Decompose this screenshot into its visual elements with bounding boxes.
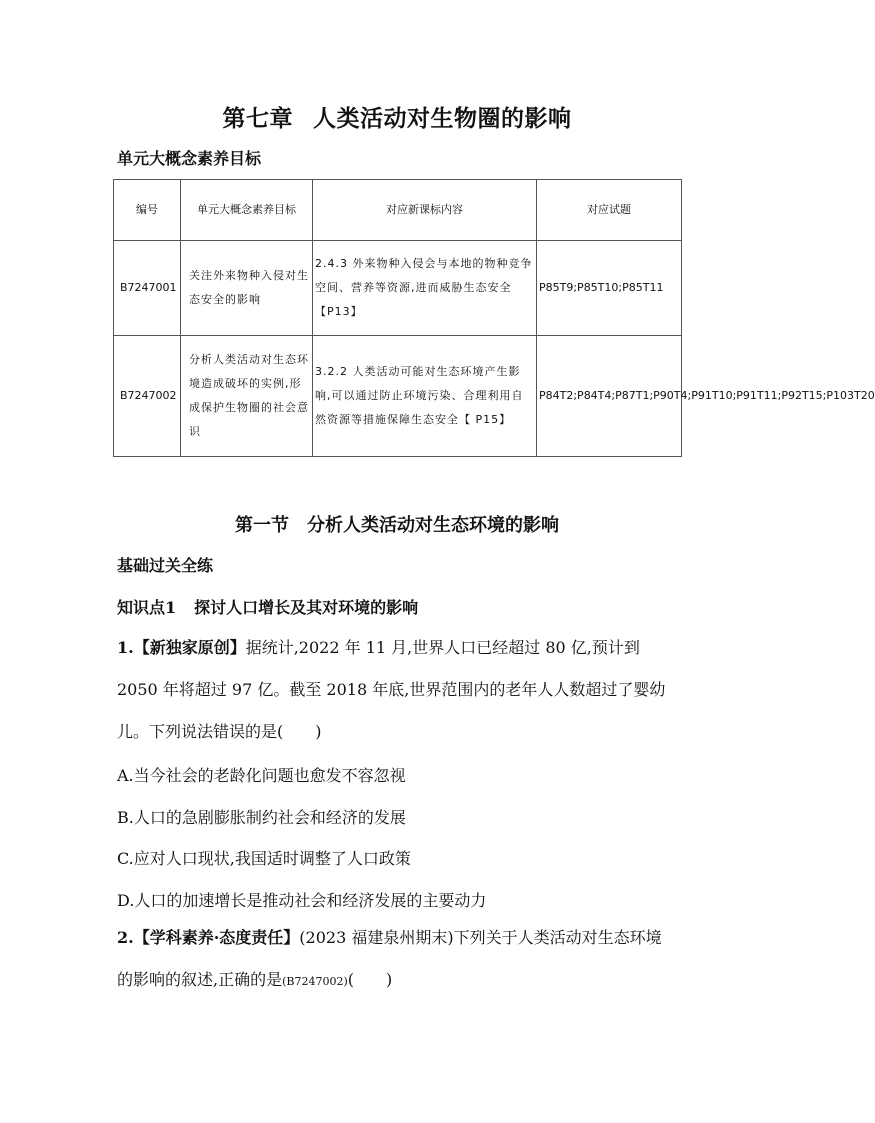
- question-1: [117, 627, 677, 753]
- option-a: A.当今社会的老龄化问题也愈发不容忽视: [117, 766, 406, 785]
- table-header-row: [114, 180, 682, 241]
- practice-heading: 基础过关全练: [117, 556, 214, 575]
- question-1-tag: 1.【新独家原创】: [117, 638, 246, 657]
- row-standard: 2.4.3 外来物种入侵会与本地的物种竞争空间、营养等资源,进而威胁生态安全【P13】: [313, 241, 537, 336]
- row-goal: 关注外来物种入侵对生态安全的影响: [181, 241, 313, 336]
- row-code: B7247001: [114, 241, 181, 336]
- table-row: [114, 241, 682, 336]
- chapter-number: 第七章: [222, 105, 293, 132]
- question-2: [117, 917, 677, 1003]
- unit-heading: 单元大概念素养目标: [117, 149, 262, 168]
- chapter-title: [0, 100, 794, 133]
- row-goal: 分析人类活动对生态环境造成破坏的实例,形成保护生物圈的社会意识: [181, 336, 313, 457]
- knowledge-point-label: 知识点1: [117, 598, 177, 617]
- row-standard: 3.2.2 人类活动可能对生态环境产生影响,可以通过防止环境污染、合理利用自然资源等措施保障生态安全【 P15】: [313, 336, 537, 457]
- question-2-tag: 2.【学科素养·态度责任】: [117, 928, 300, 947]
- row-questions: P85T9;P85T10;P85T11: [537, 241, 682, 336]
- chapter-name: 人类活动对生物圈的影响: [313, 105, 572, 132]
- question-1-text: 据统计,2022 年 11 月,世界人口已经超过 80 亿,预计到 2050 年将超过 97 亿。截至 2018 年底,世界范围内的老年人人数超过了婴幼儿。下列说法错误的是( ): [117, 638, 666, 741]
- option-d: D.人口的加速增长是推动社会和经济发展的主要动力: [117, 891, 487, 910]
- goals-table: [113, 179, 875, 457]
- header-questions: 对应试题: [537, 180, 682, 241]
- option-c: C.应对人口现状,我国适时调整了人口政策: [117, 849, 411, 868]
- row-questions: P84T2;P84T4;P87T1;P90T4;P91T10;P91T11;P92T15;P103T20: [537, 336, 682, 457]
- row-code: B7247002: [114, 336, 181, 457]
- header-standard: 对应新课标内容: [313, 180, 537, 241]
- header-code: 编号: [114, 180, 181, 241]
- section-title: [0, 511, 794, 537]
- question-2-text: (2023 福建泉州期末)下列关于人类活动对生态环境的影响的叙述,正确的是: [117, 928, 662, 989]
- option-b: B.人口的急剧膨胀制约社会和经济的发展: [117, 808, 406, 827]
- knowledge-point-title: 探讨人口增长及其对环境的影响: [194, 598, 419, 617]
- knowledge-point: [117, 595, 418, 618]
- table-row: [114, 336, 682, 457]
- section-name: 分析人类活动对生态环境的影响: [307, 515, 559, 536]
- question-2-code: (B7247002): [282, 975, 348, 988]
- question-2-blank: ( ): [347, 970, 393, 989]
- section-number: 第一节: [235, 515, 289, 536]
- header-goal: 单元大概念素养目标: [181, 180, 313, 241]
